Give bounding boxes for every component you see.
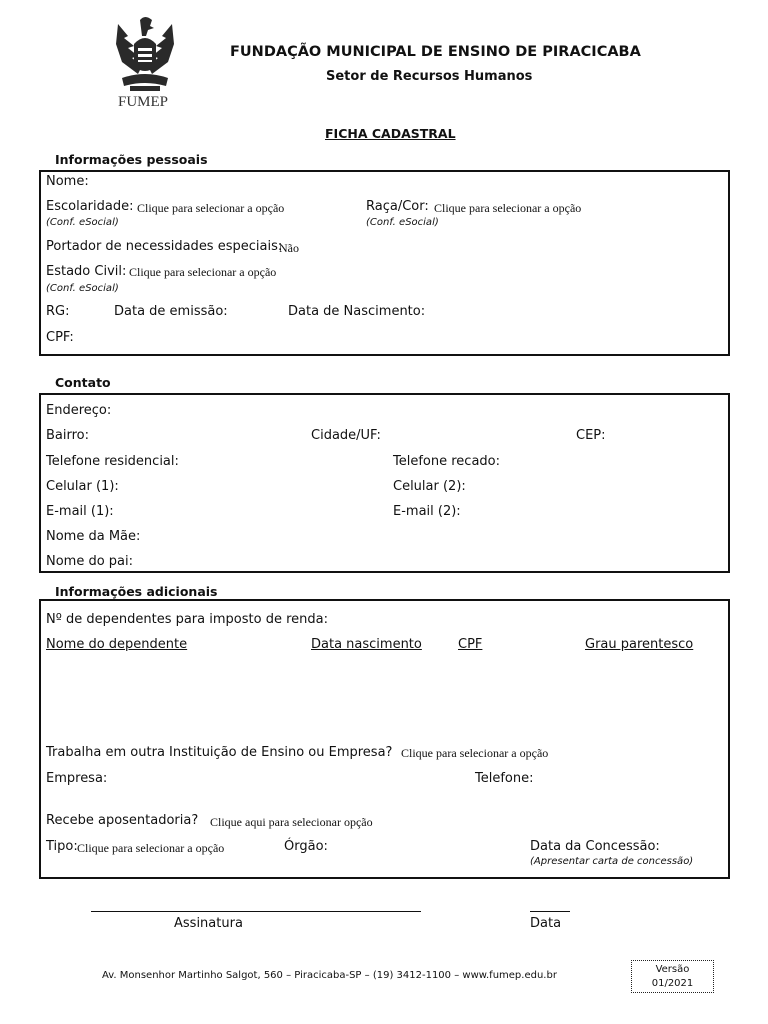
additional-section-title: Informações adicionais	[55, 584, 218, 599]
bairro-label: Bairro:	[46, 428, 90, 443]
portador-label: Portador de necessidades especiais:	[46, 239, 283, 254]
nome-mae-label: Nome da Mãe:	[46, 529, 141, 544]
col-data-nascimento: Data nascimento	[311, 637, 422, 652]
data-emissao-label: Data de emissão:	[114, 304, 228, 319]
tipo-label: Tipo:	[46, 839, 78, 854]
version-label: Versão	[655, 964, 690, 975]
estado-civil-select[interactable]: Clique para selecionar a opção	[129, 265, 277, 279]
endereco-label: Endereço:	[46, 403, 112, 418]
dependentes-label: Nº de dependentes para imposto de renda:	[46, 612, 328, 627]
raca-select[interactable]: Clique para selecionar a opção	[434, 201, 582, 215]
date-line	[530, 911, 570, 912]
celular2-label: Celular (2):	[393, 479, 466, 494]
personal-info-box	[39, 170, 730, 356]
eagle-emblem-icon	[108, 14, 182, 94]
trabalha-select[interactable]: Clique para selecionar a opção	[401, 746, 549, 760]
data-concessao-label: Data da Concessão:	[530, 839, 660, 854]
raca-note: (Conf. eSocial)	[366, 217, 439, 228]
estado-civil-note: (Conf. eSocial)	[46, 283, 119, 294]
col-nome-dependente: Nome do dependente	[46, 637, 188, 652]
form-title: FICHA CADASTRAL	[325, 126, 456, 141]
email2-label: E-mail (2):	[393, 504, 461, 519]
nome-label: Nome:	[46, 174, 89, 189]
signature-line	[91, 911, 421, 912]
orgao-label: Órgão:	[284, 839, 328, 854]
escolaridade-note: (Conf. eSocial)	[46, 217, 119, 228]
personal-section-title: Informações pessoais	[55, 152, 208, 167]
email1-label: E-mail (1):	[46, 504, 114, 519]
aposentadoria-select[interactable]: Clique aqui para selecionar opção	[210, 815, 373, 829]
empresa-label: Empresa:	[46, 771, 108, 786]
empresa-telefone-label: Telefone:	[475, 771, 534, 786]
contact-box	[39, 393, 730, 573]
col-grau-parentesco: Grau parentesco	[585, 637, 694, 652]
trabalha-label: Trabalha em outra Instituição de Ensino ou Empresa?	[46, 745, 393, 760]
contact-section-title: Contato	[55, 375, 111, 390]
department-subtitle: Setor de Recursos Humanos	[326, 69, 533, 84]
logo-text: FUMEP	[118, 94, 169, 110]
raca-label: Raça/Cor:	[366, 199, 429, 214]
col-cpf: CPF	[458, 637, 483, 652]
estado-civil-label: Estado Civil:	[46, 264, 127, 279]
escolaridade-label: Escolaridade:	[46, 199, 134, 214]
data-nascimento-label: Data de Nascimento:	[288, 304, 426, 319]
fumep-logo	[108, 14, 182, 110]
cep-label: CEP:	[576, 428, 606, 443]
celular1-label: Celular (1):	[46, 479, 119, 494]
version-box	[631, 960, 714, 993]
escolaridade-select[interactable]: Clique para selecionar a opção	[137, 201, 285, 215]
data-label: Data	[530, 916, 562, 931]
nome-pai-label: Nome do pai:	[46, 554, 134, 569]
concessao-note: (Apresentar carta de concessão)	[530, 856, 694, 867]
version-value: 01/2021	[651, 978, 694, 989]
footer-address: Av. Monsenhor Martinho Salgot, 560 – Piracicaba-SP – (19) 3412-1100 – www.fumep.edu.br	[102, 970, 557, 981]
rg-label: RG:	[46, 304, 70, 319]
cpf-label: CPF:	[46, 330, 74, 345]
cidade-label: Cidade/UF:	[311, 428, 381, 443]
institution-title: FUNDAÇÃO MUNICIPAL DE ENSINO DE PIRACICABA	[230, 44, 641, 60]
telefone-recado-label: Telefone recado:	[393, 454, 500, 469]
tipo-select[interactable]: Clique para selecionar a opção	[77, 841, 225, 855]
assinatura-label: Assinatura	[174, 916, 243, 931]
telefone-residencial-label: Telefone residencial:	[46, 454, 179, 469]
aposentadoria-label: Recebe aposentadoria?	[46, 813, 199, 828]
portador-select[interactable]: Não	[279, 241, 299, 255]
